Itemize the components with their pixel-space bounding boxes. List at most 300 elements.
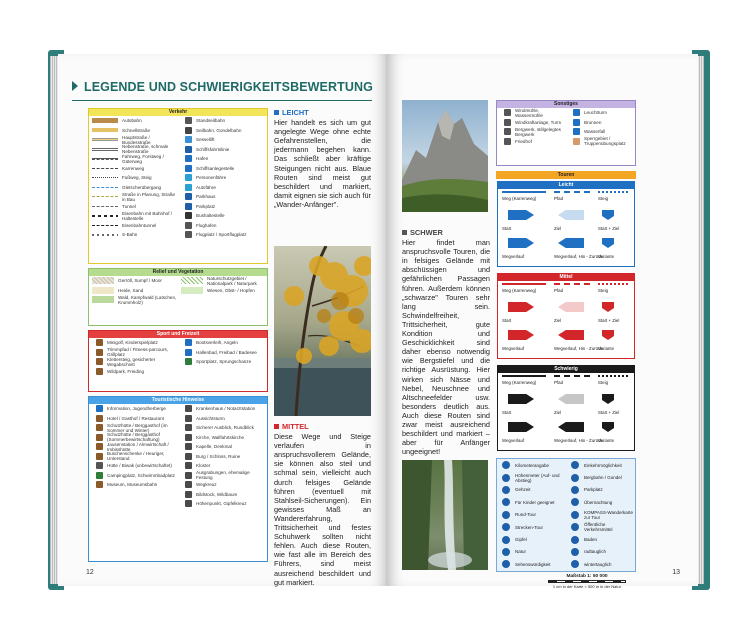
legend-row <box>89 202 178 212</box>
misc-symbol-icon <box>504 119 511 126</box>
legend-label: Sperrgebiet / Truppenübungsplatz <box>584 136 626 147</box>
legend-label: Wildpark, Freiding <box>107 368 145 374</box>
legend-panel-sonstiges <box>496 100 636 166</box>
tour-label: Weg (Karrenweg) <box>502 380 537 385</box>
legend-row <box>89 286 178 296</box>
misc-symbol-icon <box>573 138 580 145</box>
mountain-illustration <box>402 100 488 212</box>
legend-label: Sportplatz, Sprungschanze <box>196 359 252 365</box>
legend-row <box>178 276 267 286</box>
symbol-row <box>497 521 566 533</box>
legend-row <box>178 414 267 424</box>
symbol-row <box>566 496 635 508</box>
tour-label: Ziel <box>554 410 562 415</box>
legend-label: Schiffsanlegestelle <box>196 165 235 171</box>
legend-label: Minigolf, Kinderspielplatz <box>107 340 158 346</box>
panel-header: Touristische Hinweise <box>89 397 267 404</box>
schwer-heading: SCHWER <box>402 228 490 237</box>
legend-row <box>89 433 178 443</box>
legend-label: Gerröll, Sumpf / Moor <box>118 278 162 284</box>
legend-panel-verkehr <box>88 108 268 264</box>
legend-row <box>178 230 267 240</box>
tour-label: Pfad <box>554 196 564 201</box>
legend-row <box>89 230 178 240</box>
autumn-tree-photo <box>274 246 371 416</box>
leicht-text: Hier handelt es sich um gut angelegte Wege ohne echte Gefahrenstellen, die jedermann begehen kann. Das schließt aber kräftige Steigungen nicht aus. Blaue Routen sind meist gut beschildert und markiert, damit eignen sie sich auch für „Wander-Anfänger". <box>274 118 371 209</box>
page-stack-left <box>50 56 58 584</box>
legend-label: Museum, Museumsbahn <box>107 482 158 488</box>
panel-header: Sonstiges <box>497 101 635 108</box>
symbol-row <box>497 459 566 471</box>
tour-label: Wegverlauf <box>502 438 525 443</box>
legend-label: Kirche, Wallfahrtskirche <box>196 434 245 440</box>
misc-symbol-icon <box>573 119 580 126</box>
legend-row <box>178 211 267 221</box>
route-line-icon <box>554 375 590 377</box>
route-line-icon <box>554 283 590 285</box>
legend-row <box>89 145 178 155</box>
legend-row <box>178 404 267 414</box>
symbol-label: Höhenmeter (Auf- und Abstieg) <box>515 472 560 483</box>
legend-label: Gletscherübergang <box>122 184 162 190</box>
misc-symbol-icon <box>573 128 580 135</box>
tour-label: Steig <box>598 380 609 385</box>
poi-symbol-icon <box>96 434 103 441</box>
legend-row <box>89 221 178 231</box>
legend-row <box>89 183 178 193</box>
legend-label: Eisenbahntunnel <box>122 222 157 228</box>
poi-symbol-icon <box>96 424 103 431</box>
line-symbol-icon <box>92 168 118 169</box>
legend-row <box>566 137 635 147</box>
legend-label: Bootsverleih, Angeln <box>196 340 238 346</box>
area-symbol-icon <box>92 296 114 303</box>
route-arrow-icon <box>602 422 614 432</box>
map-symbol-icon <box>185 222 192 229</box>
legend-label: Brunnen <box>584 119 602 125</box>
legend-row <box>178 135 267 145</box>
legend-row <box>178 490 267 500</box>
symbol-row <box>497 558 566 570</box>
poi-symbol-icon <box>96 453 103 460</box>
line-symbol-icon <box>92 128 118 132</box>
poi-symbol-icon <box>185 453 192 460</box>
legend-row <box>178 338 267 348</box>
legend-row <box>178 480 267 490</box>
legend-row <box>178 145 267 155</box>
route-arrow-icon <box>602 210 614 220</box>
legend-panel-touristisch <box>88 396 268 562</box>
map-symbol-icon <box>185 212 192 219</box>
panel-header: Relief und Vegetation <box>89 269 267 276</box>
tour-label: Weg (Karrenweg) <box>502 288 537 293</box>
left-page <box>58 54 386 586</box>
page-number-left: 12 <box>86 569 94 576</box>
tree-illustration <box>274 246 371 416</box>
legend-label: Aussichtsturm <box>196 415 225 421</box>
scale-bar <box>548 580 626 583</box>
route-arrow-icon <box>508 394 534 404</box>
tour-label: Pfad <box>554 288 564 293</box>
map-symbol-icon <box>185 165 192 172</box>
tour-symbol-icon <box>502 511 510 519</box>
tour-symbol-icon <box>502 536 510 544</box>
symbol-row <box>497 471 566 483</box>
legend-label: S-Bahn <box>122 232 138 238</box>
symbol-label: Übernachtung <box>584 499 613 505</box>
area-symbol-icon <box>181 287 203 294</box>
tour-symbol-icon <box>571 523 579 531</box>
legend-row <box>89 135 178 145</box>
legend-label: Tunnel <box>122 203 136 209</box>
legend-row <box>566 127 635 137</box>
panel-header: Verkehr <box>89 109 267 116</box>
legend-row <box>178 286 267 296</box>
poi-symbol-icon <box>185 481 192 488</box>
symbol-label: radtauglich <box>584 549 607 555</box>
legend-row <box>178 126 267 136</box>
symbol-row <box>566 484 635 496</box>
legend-row <box>89 154 178 164</box>
legend-label: Höhenpunkt, Gipfelkreuz <box>196 501 247 507</box>
symbol-row <box>497 546 566 558</box>
poi-symbol-icon <box>185 405 192 412</box>
legend-label: Hütte / Biwak (unbewirtschaftet) <box>107 463 172 469</box>
tour-symbol-icon <box>571 474 579 482</box>
line-symbol-icon <box>92 215 118 217</box>
legend-label: Flugplatz / Sportflugplatz <box>196 232 247 238</box>
route-arrow-icon <box>602 302 614 312</box>
legend-row <box>497 108 566 118</box>
misc-symbol-icon <box>504 128 511 135</box>
symbol-label: Für Kinder geeignet <box>515 499 555 505</box>
symbol-row <box>566 546 635 558</box>
mittel-section <box>274 422 371 587</box>
legend-label: Hotel / Gasthof / Restaurant <box>107 415 164 421</box>
line-symbol-icon <box>92 118 118 123</box>
tour-table <box>497 181 635 267</box>
legend-label: Personenfähre <box>196 175 227 181</box>
open-book <box>48 42 710 590</box>
tour-label: Start <box>502 226 512 231</box>
legend-label: Sicherer Ausblick, Rundblick <box>196 425 254 431</box>
tour-label: Start + Ziel <box>598 318 620 323</box>
legend-row <box>178 183 267 193</box>
legend-row <box>89 367 178 377</box>
legend-panel-relief <box>88 268 268 326</box>
legend-row <box>178 471 267 481</box>
sport-symbol-icon <box>96 349 103 356</box>
map-symbol-icon <box>185 174 192 181</box>
line-symbol-icon <box>92 148 118 151</box>
tour-symbol-icon <box>502 486 510 494</box>
legend-label: Windkraftanlage, Turm <box>515 119 562 125</box>
legend-label: Kapelle, Denkmal <box>196 444 233 450</box>
tour-label: Start + Ziel <box>598 410 620 415</box>
misc-symbol-icon <box>573 109 580 116</box>
legend-label: Heide, Sand <box>118 287 144 293</box>
leicht-section <box>274 108 371 209</box>
legend-label: Bushaltestelle <box>196 213 225 219</box>
route-line-icon <box>502 375 546 377</box>
route-arrow-icon <box>508 238 534 248</box>
legend-row <box>178 348 267 358</box>
legend-label: Standseilbahn <box>196 118 226 124</box>
tour-symbol-icon <box>502 523 510 531</box>
legend-label: Parkplatz <box>196 203 216 209</box>
symbol-label: Parkplatz <box>584 487 603 493</box>
area-symbol-icon <box>92 287 114 294</box>
sport-symbol-icon <box>185 349 192 356</box>
tour-label: Steig <box>598 288 609 293</box>
tour-table-header: Leicht <box>498 182 634 189</box>
legend-row <box>178 452 267 462</box>
map-symbol-icon <box>185 231 192 238</box>
mittel-text: Diese Wege und Steige verlaufen in anspruchsvollerem Gelände, sie können also steil und schmal sein, vielleicht auch durch felsiges Gelände führen (eventuell mit Stahlseil-Sicherungen). Ein gewisses Maß an Wandererfahrung, Trittsicherheit und festes Schuhwerk sollten nicht fehlen. Auch diese Routen, wie fast alle im Bereich des Führers, sind meist ausreichend beschildert und gut markiert. <box>274 432 371 587</box>
map-symbol-icon <box>185 155 192 162</box>
legend-label: Hauptstraße / Bundesstraße <box>122 134 151 145</box>
symbol-label: wintertauglich <box>584 561 612 567</box>
blue-square-icon <box>274 110 279 115</box>
tour-symbol-icon <box>502 498 510 506</box>
route-line-icon <box>598 191 628 193</box>
legend-label: Parkhaus <box>196 194 216 200</box>
legend-label: Schiffsfahrtslinie <box>196 146 230 152</box>
legend-label: Karrenweg <box>122 165 145 171</box>
tour-label: Ziel <box>554 318 562 323</box>
legend-label: Eisenbahn mit Bahnhof / Haltestelle <box>122 210 173 221</box>
line-symbol-icon <box>92 206 118 207</box>
symbol-label: Bergbahn / Gondel <box>584 475 622 481</box>
tour-label: Weg (Karrenweg) <box>502 196 537 201</box>
legend-row <box>178 164 267 174</box>
tour-label: Start <box>502 318 512 323</box>
tour-label: Variante <box>598 346 615 351</box>
route-line-icon <box>598 375 628 377</box>
tour-label: Wegverlauf <box>502 254 525 259</box>
map-symbol-icon <box>185 193 192 200</box>
legend-label: Kloster <box>196 463 211 469</box>
legend-row <box>89 404 178 414</box>
route-arrow-icon <box>602 330 614 340</box>
symbol-row <box>566 558 635 570</box>
poi-symbol-icon <box>185 443 192 450</box>
legend-label: Hallenbad, Freibad / Badesee <box>196 349 257 355</box>
mittel-heading: MITTEL <box>274 422 371 431</box>
legend-row <box>178 221 267 231</box>
symbol-row <box>566 471 635 483</box>
legend-row <box>89 338 178 348</box>
route-arrow-icon <box>508 210 534 220</box>
route-line-icon <box>502 191 546 193</box>
legend-row <box>89 357 178 367</box>
tour-symbol-icon <box>571 461 579 469</box>
black-square-icon <box>402 230 407 235</box>
map-symbol-icon <box>185 136 192 143</box>
poi-symbol-icon <box>96 405 103 412</box>
legend-row <box>178 116 267 126</box>
legend-row <box>566 118 635 128</box>
symbol-label: Strecken-Tour <box>515 524 544 530</box>
symbol-label: Baden <box>584 537 598 543</box>
tour-symbol-icon <box>571 560 579 568</box>
right-page <box>386 54 698 589</box>
legend-label: Flughafen <box>196 222 217 228</box>
legend-row <box>178 442 267 452</box>
legend-label: Autofähre <box>196 184 216 190</box>
legend-label: Friedhof <box>515 138 532 144</box>
poi-symbol-icon <box>185 462 192 469</box>
legend-row <box>497 137 566 147</box>
tour-label: Start <box>502 410 512 415</box>
line-symbol-icon <box>92 187 118 188</box>
poi-symbol-icon <box>96 472 103 479</box>
legend-label: Sessellift <box>196 137 215 143</box>
legend-row <box>497 118 566 128</box>
line-symbol-icon <box>92 196 118 197</box>
symbol-label: Rund-Tour <box>515 512 537 518</box>
legend-row <box>178 433 267 443</box>
line-symbol-icon <box>92 177 118 178</box>
sport-symbol-icon <box>96 358 103 365</box>
route-arrow-icon <box>508 330 534 340</box>
legend-row <box>89 348 178 358</box>
legend-label: Jausenstation / Almwirtschaft / Imbisshütte <box>107 441 169 452</box>
legend-row <box>89 126 178 136</box>
line-symbol-icon <box>92 138 118 141</box>
legend-row <box>89 471 178 481</box>
symbol-label: KOMPASS-Wanderkarte zur Tour <box>584 509 634 520</box>
tour-label: Steig <box>598 196 609 201</box>
route-arrow-icon <box>558 422 584 432</box>
legend-label: Krankenhaus / Notarztstation <box>196 406 256 412</box>
sport-symbol-icon <box>96 368 103 375</box>
leicht-heading: LEICHT <box>274 108 371 117</box>
tour-label: Wegverlauf, Hin - Zurück <box>554 254 603 259</box>
legend-row <box>89 211 178 221</box>
legend-label: Fußweg, Steig <box>122 175 152 181</box>
tour-table <box>497 273 635 359</box>
route-arrow-icon <box>558 302 584 312</box>
route-arrow-icon <box>508 422 534 432</box>
poi-symbol-icon <box>96 481 103 488</box>
tour-table-header: Mittel <box>498 274 634 281</box>
symbol-label: Gehzeit <box>515 487 531 493</box>
map-symbol-icon <box>185 146 192 153</box>
map-symbol-icon <box>185 127 192 134</box>
tour-label: Variante <box>598 438 615 443</box>
legend-label: Seilbahn, Gondelbahn <box>196 127 242 133</box>
legend-row <box>178 499 267 509</box>
route-arrow-icon <box>558 238 584 248</box>
legend-row <box>89 192 178 202</box>
line-symbol-icon <box>92 158 118 160</box>
map-symbol-icon <box>185 203 192 210</box>
route-arrow-icon <box>558 330 584 340</box>
legend-label: Windmühle, Wassermühle <box>515 107 543 118</box>
poi-symbol-icon <box>185 500 192 507</box>
tour-label: Wegverlauf, Hin - Zurück <box>554 438 603 443</box>
tour-label: Start + Ziel <box>598 226 620 231</box>
legend-label: Fahrweg, Forstweg / Güterweg <box>122 153 164 164</box>
legend-row <box>89 452 178 462</box>
route-arrow-icon <box>508 302 534 312</box>
legend-label: Hafen <box>196 156 209 162</box>
legend-label: Information, Jugendherberge <box>107 406 166 412</box>
map-symbol-icon <box>185 117 192 124</box>
legend-row <box>89 116 178 126</box>
legend-label: Burg / Schloss, Ruine <box>196 453 241 459</box>
symbol-row <box>566 459 635 471</box>
legend-row <box>89 295 178 305</box>
triangle-icon <box>72 81 78 91</box>
line-symbol-icon <box>92 225 118 226</box>
symbol-label: Einkehrmöglichkeit <box>584 462 622 468</box>
sport-symbol-icon <box>185 358 192 365</box>
tour-label: Wegverlauf <box>502 346 525 351</box>
poi-symbol-icon <box>185 424 192 431</box>
misc-symbol-icon <box>504 109 511 116</box>
legend-row <box>89 480 178 490</box>
poi-symbol-icon <box>96 443 103 450</box>
tour-symbol-icon <box>571 536 579 544</box>
route-arrow-icon <box>558 210 584 220</box>
tour-symbol-icon <box>571 548 579 556</box>
legend-row <box>89 164 178 174</box>
legend-label: Leuchtturm <box>584 110 607 116</box>
waterfall-illustration <box>402 460 488 570</box>
symbol-row <box>497 533 566 545</box>
legend-label: Trimmpfad / Fitness-parcours, Grillplatz <box>107 347 169 358</box>
poi-symbol-icon <box>185 415 192 422</box>
legend-label: Wiesen, Obst- / Hopfen <box>207 287 255 293</box>
legend-row <box>178 154 267 164</box>
tour-table-header: Schwierig <box>498 366 634 373</box>
sport-symbol-icon <box>185 339 192 346</box>
schwer-section <box>402 228 490 456</box>
legend-label: Buschenschenke / Heuriger, Unterstand <box>107 451 165 462</box>
tour-symbols-legend <box>496 458 636 572</box>
symbol-row <box>497 509 566 521</box>
legend-row <box>178 357 267 367</box>
tour-symbol-icon <box>571 498 579 506</box>
symbol-label: Sehenswürdigkeit <box>515 561 551 567</box>
legend-row <box>178 192 267 202</box>
map-symbol-icon <box>185 184 192 191</box>
tour-symbol-icon <box>571 511 579 519</box>
symbol-row <box>566 533 635 545</box>
tour-symbol-icon <box>502 474 510 482</box>
tour-symbol-icon <box>571 486 579 494</box>
legend-label: Schutzhütte / Berggasthof (im Sommer und Winter) <box>107 422 168 433</box>
legend-panel-sport <box>88 330 268 392</box>
title-rule <box>72 100 372 101</box>
legend-label: Straße in Planung, Straße in Bau <box>122 191 176 202</box>
symbol-row <box>566 521 635 533</box>
tour-symbol-icon <box>502 548 510 556</box>
route-arrow-icon <box>602 238 614 248</box>
legend-row <box>497 127 566 137</box>
tour-symbol-icon <box>502 560 510 568</box>
schwer-text: Hier findet man anspruchsvolle Touren, die in felsiges Gelände mit abschüssigen und gefährlichen Passagen führen. Außerdem können „schwarze" Touren sehr lang sein. Schwindelfreiheit, Trittsicherheit, gute Kondition und Geschicklichkeit sind daher ebenso notwendig wie Bergstiefel und die richtige Ausrüstung. Hier wirken sich Nässe und Nebel, Neuschnee und Altschneefelder usw. besonders deutlich aus. Auch diese Routen sind zwar meist ausreichend beschildert und markiert – aber für Anfänger ungeeignet! <box>402 238 490 457</box>
symbol-row <box>497 496 566 508</box>
legend-label: Naturschutzgebiet / Nationalpark / Naturpark <box>207 275 257 286</box>
legend-label: Klettersteig, gesicherter Wegabschnitt <box>107 356 156 367</box>
panel-header: Sport und Freizeit <box>89 331 267 338</box>
misc-symbol-icon <box>504 138 511 145</box>
legend-label: Schutzhütte / Berggasthof (Sommerbewirtschaftung) <box>107 432 160 443</box>
symbol-label: Natur <box>515 549 527 555</box>
